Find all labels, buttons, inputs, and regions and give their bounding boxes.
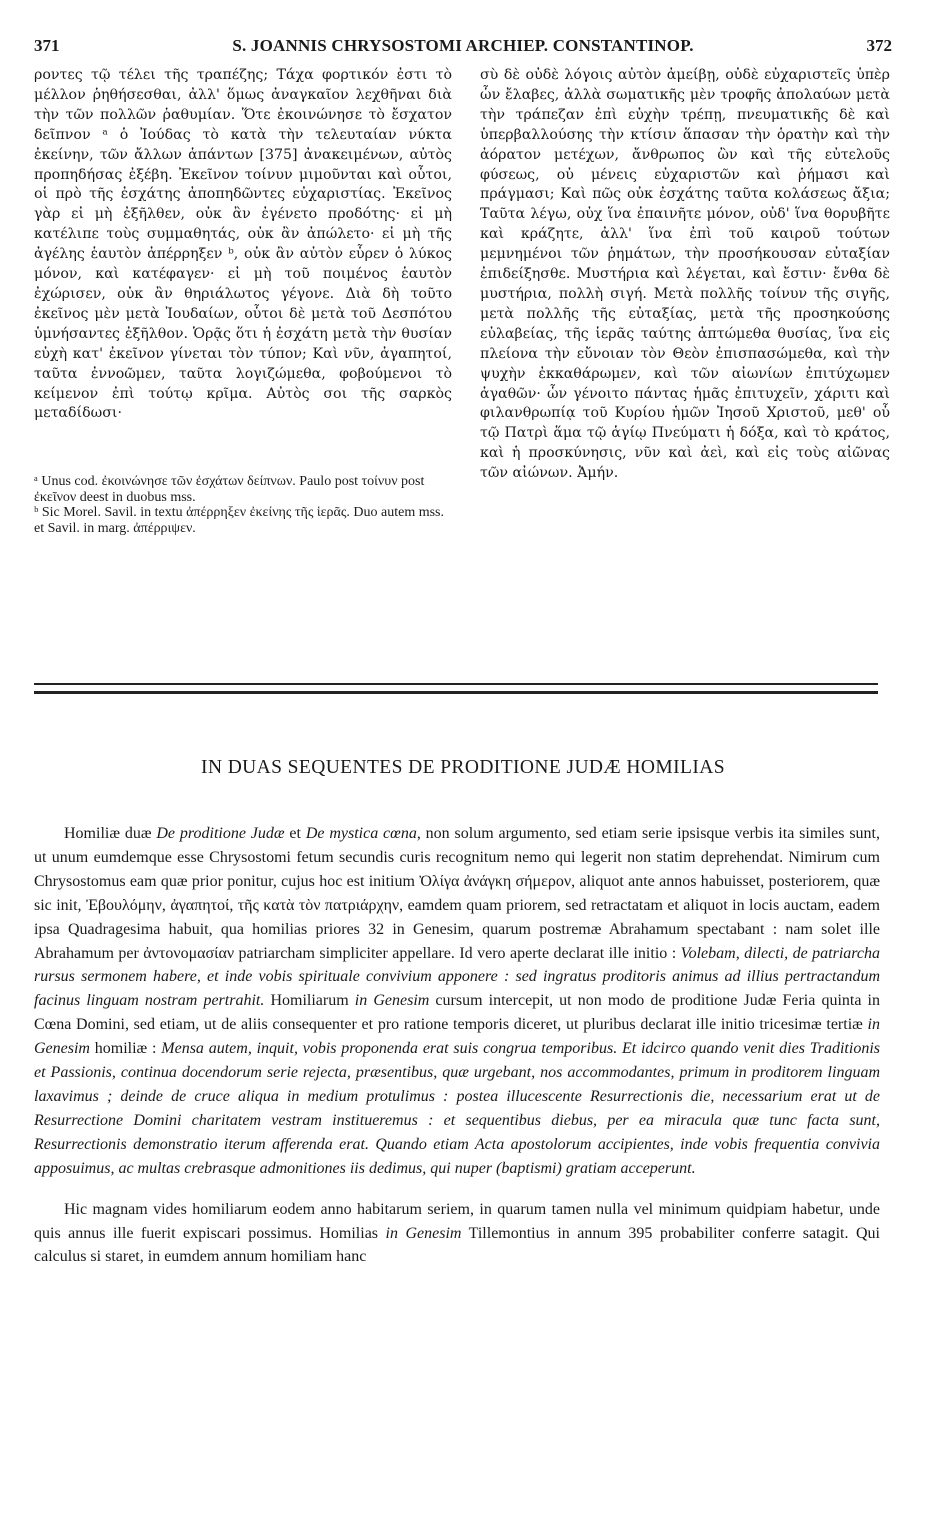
- left-column: [34, 66, 452, 424]
- italic-quote: Mensa autem, inquit, vobis proponenda erat suis congrua temporibus. Et idcirco quando venit dies Traditionis et Passionis, continua docendorum serie rejecta, præsentibus, quæ urgebant, nos accommodantes, primum in proditorem linguam laxavimus ; deinde de cruce aliqua in medium protulimus : postea illucescente Resurrectionis die, necessarium erat ut de Resurrectione Domini charitatem vestram institueremus : et sequentibus diebus, per ea miracula quæ tunc facta sunt, Resurrectionis demonstratio iterum afferenda erat. Quando etiam Acta apostolorum accipientes, inde vobis frequentia convivia apposuimus, ac multas crebrasque admonitiones iis dedimus, qui nuper (baptismi) gratiam acceperunt.: [34, 1040, 880, 1177]
- italic-title: De proditione Judæ: [156, 825, 285, 842]
- page-number-right: 372: [866, 36, 892, 55]
- italic-quote: Volebam, dilecti, de patriarcha rursus sermonem habere, et inde vobis spirituale convivium apponere : sed ingratus proditoris animus ad illius pertractandum facinus linguam nostram pertrahit.: [34, 944, 880, 1010]
- text-run: Tillemontius in annum 395 probabiliter conferre satagit. Qui calculus si staret, in eumdem annum homiliam hanc: [34, 1224, 880, 1266]
- text-run: cursum intercepit, ut non modo de proditione Judæ Feria quinta in Cœna Domini, sed etiam, ut de aliis consequenter et pro ratione temporis diceret, ut pluribus declarat ille initio tricesimæ tertiæ: [34, 992, 881, 1034]
- preface-paragraph-1: [34, 822, 880, 1181]
- latin-preface: [34, 822, 880, 1269]
- right-column-greek-text: σὺ δὲ οὐδὲ λόγοις αὐτὸν ἀμείβῃ, οὐδὲ εὐχαριστεῖς ὑπὲρ ὧν ἔλαβες, ἀλλὰ σωματικῆς μὲν τροφῆς ἀπολαύων μετὰ τὴν τράπεζαν ἐπὶ εὐχὴν τρέπῃ, πνευματικῆς δὲ καὶ ὑπερβαλλούσης τὴν κτίσιν ἅπασαν τὴν ὁρατὴν καὶ τὴν ἀόρατον μετέχων, ἄνθρωπος ὢν καὶ τῆς εὐτελοῦς φύσεως, οὐ μένεις εὐχαριστῶν καὶ ῥήμασι καὶ πράγμασι; Καὶ πῶς οὐκ ἐσχάτης ταῦτα κολάσεως ἄξια; Ταῦτα λέγω, οὐχ ἵνα ἐπαινῆτε μόνον, οὐδ' ἵνα θορυβῆτε καὶ κράζητε, ἀλλ' ἵνα ἐπὶ τοῦ καιροῦ τούτων μεμνημένοι τῶν ῥημάτων, τὴν προσήκουσαν εὐταξίαν ἐπιδείξησθε. Μυστήρια καὶ λέγεται, καὶ ἔστιν· ἔνθα δὲ μυστήρια, πολλὴ σιγή. Μετὰ πολλῆς τοίνυν τῆς σιγῆς, μετὰ πολλῆς τῆς εὐταξίας, μετὰ τῆς προσηκούσης εὐλαβείας, τῆς ἱερᾶς ταύτης ἁπτώμεθα θυσίας, ἵνα εἰς πλείονα τὴν εὔνοιαν τὸν Θεὸν ἐπισπασώμεθα, καὶ τὴν ψυχὴν ἐκκαθάρωμεν, καὶ τῶν αἰωνίων ἐπιτύχωμεν ἀγαθῶν· ὧν γένοιτο πάντας ἡμᾶς ἐπιτυχεῖν, χάριτι καὶ φιλανθρωπίᾳ τοῦ Κυρίου ἡμῶν Ἰησοῦ Χριστοῦ, μεθ' οὗ τῷ Πατρὶ ἅμα τῷ ἁγίῳ Πνεύματι ἡ δόξα, καὶ τὸ κράτος, καὶ ἡ προσκύνησις, νῦν καὶ ἀεὶ, καὶ εἰς τοὺς αἰῶνας τῶν αἰώνων. Ἀμήν.: [480, 67, 890, 482]
- text-run: Homiliæ duæ: [64, 825, 157, 842]
- text-run: Hic magnam vides homiliarum eodem anno habitarum seriem, in quarum tamen nulla vel minimum quidpiam habetur, unde quis annus ille fuerit expiscari possimus. Homilias: [34, 1200, 880, 1242]
- italic-title: in Genesim: [354, 992, 430, 1010]
- footnotes: [34, 474, 452, 536]
- text-run: homiliæ :: [89, 1040, 162, 1058]
- right-column: [480, 66, 890, 484]
- footnote-b: ᵇ Sic Morel. Savil. in textu ἀπέρρηξεν ἐκείνης τῆς ἱερᾶς. Duo autem mss. et Savil. in marg. ἀπέρριψεν.: [34, 505, 445, 536]
- preface-paragraph-2: [34, 1198, 880, 1270]
- running-header: [34, 34, 892, 60]
- text-run: , non solum argumento, sed etiam serie ipsisque verbis ita similes sunt, ut unum eumdemque esse Chrysostomi fetum secundis curis recognitum nemo qui legerit non statim deprehendat. Nimirum cum Chrysostomus eam quæ prior ponitur, cujus hoc est initium Ὀλίγα ἀνάγκη σήμερον, aliquot ante annos habuisset, posteriorem, quæ sic init, Ἐβουλόμην, ἀγαπητοί, τῆς κατὰ τὸν πατριάρχην, eamdem quam priorem, sed retractatam et aliquot in locis auctam, eadem ipsa Quadragesima habuit, qua homilias priores 32 in Genesim, quarum postremæ Abrahamum spectabant : nam solet ille Abrahamum per ἀντονομασίαν patriarcham simpliciter appellare. Id vero aperte declarat ille initio :: [34, 825, 881, 962]
- left-column-greek-text: ροντες τῷ τέλει τῆς τραπέζης; Τάχα φορτικόν ἐστι τὸ μέλλον ῥηθήσεσθαι, ἀλλ' ὅμως ἀναγκαῖον λεχθῆναι διὰ τὴν τῶν πολλῶν ῥαθυμίαν. Ὅτε ἐκοινώνησε τὸ ἔσχατον δεῖπνον ᵃ ὁ Ἰούδας τὸ κατὰ τὴν τελευταίαν νύκτα ἐκείνην, τῶν ἄλλων ἁπάντων [375] ἀνακειμένων, αὐτὸς προπηδήσας ἐξέβη. Ἐκεῖνον τοίνυν μιμοῦνται καὶ οὗτοι, οἱ πρὸ τῆς ἐσχάτης ἀποπηδῶντες εὐχαριστίας. Ἐκεῖνος γὰρ εἰ μὴ ἐξῆλθεν, οὐκ ἂν ἐγένετο προδότης· εἰ μὴ κατέλιπε τοὺς συμμαθητάς, οὐκ ἂν ἀπώλετο· εἰ μὴ τῆς ἀγέλης ἑαυτὸν ἀπέρρηξεν ᵇ, οὐκ ἂν αὐτὸν εὗρεν ὁ λύκος μόνον, καὶ κατέφαγεν· εἰ μὴ τοῦ ποιμένος ἑαυτὸν ἐχώρισεν, οὐκ ἂν θηριάλωτος γέγονε. Διὰ δὴ τοῦτο ἐκεῖνος μὲν μετὰ Ἰουδαίων, οὗτοι δὲ μετὰ τοῦ Δεσπότου ὑμνήσαντες ἐξῆλθον. Ὁρᾷς ὅτι ἡ ἐσχάτη μετὰ τὴν θυσίαν εὐχὴ κατ' ἐκεῖνον γίνεται τὸν τύπον; Καὶ νῦν, ἀγαπητοί, ταῦτα ἐννοῶμεν, ταῦτα λογιζώμεθα, φοβούμενοι τὸ κείμενον ἐπὶ τούτῳ κρῖμα. Αὐτὸς σοι τῆς σαρκὸς μεταδίδωσι·: [34, 67, 452, 422]
- footnote-a: ᵃ Unus cod. ἐκοινώνησε τῶν ἐσχάτων δείπνων. Paulo post τοίνυν post ἐκεῖνον deest in duobus mss.: [34, 474, 425, 505]
- italic-title: in Genesim: [385, 1224, 462, 1242]
- section-title: IN DUAS SEQUENTES DE PRODITIONE JUDÆ HOMILIAS: [201, 757, 725, 778]
- section-divider: [34, 683, 878, 694]
- italic-title: De mystica cœna: [305, 825, 417, 842]
- page-number-left: 371: [34, 36, 60, 55]
- text-run: Homiliarum: [264, 992, 355, 1010]
- running-title: S. JOANNIS CHRYSOSTOMI ARCHIEP. CONSTANTINOP.: [232, 36, 694, 55]
- text-run: et: [284, 825, 306, 842]
- italic-title: in Genesim: [34, 1016, 880, 1058]
